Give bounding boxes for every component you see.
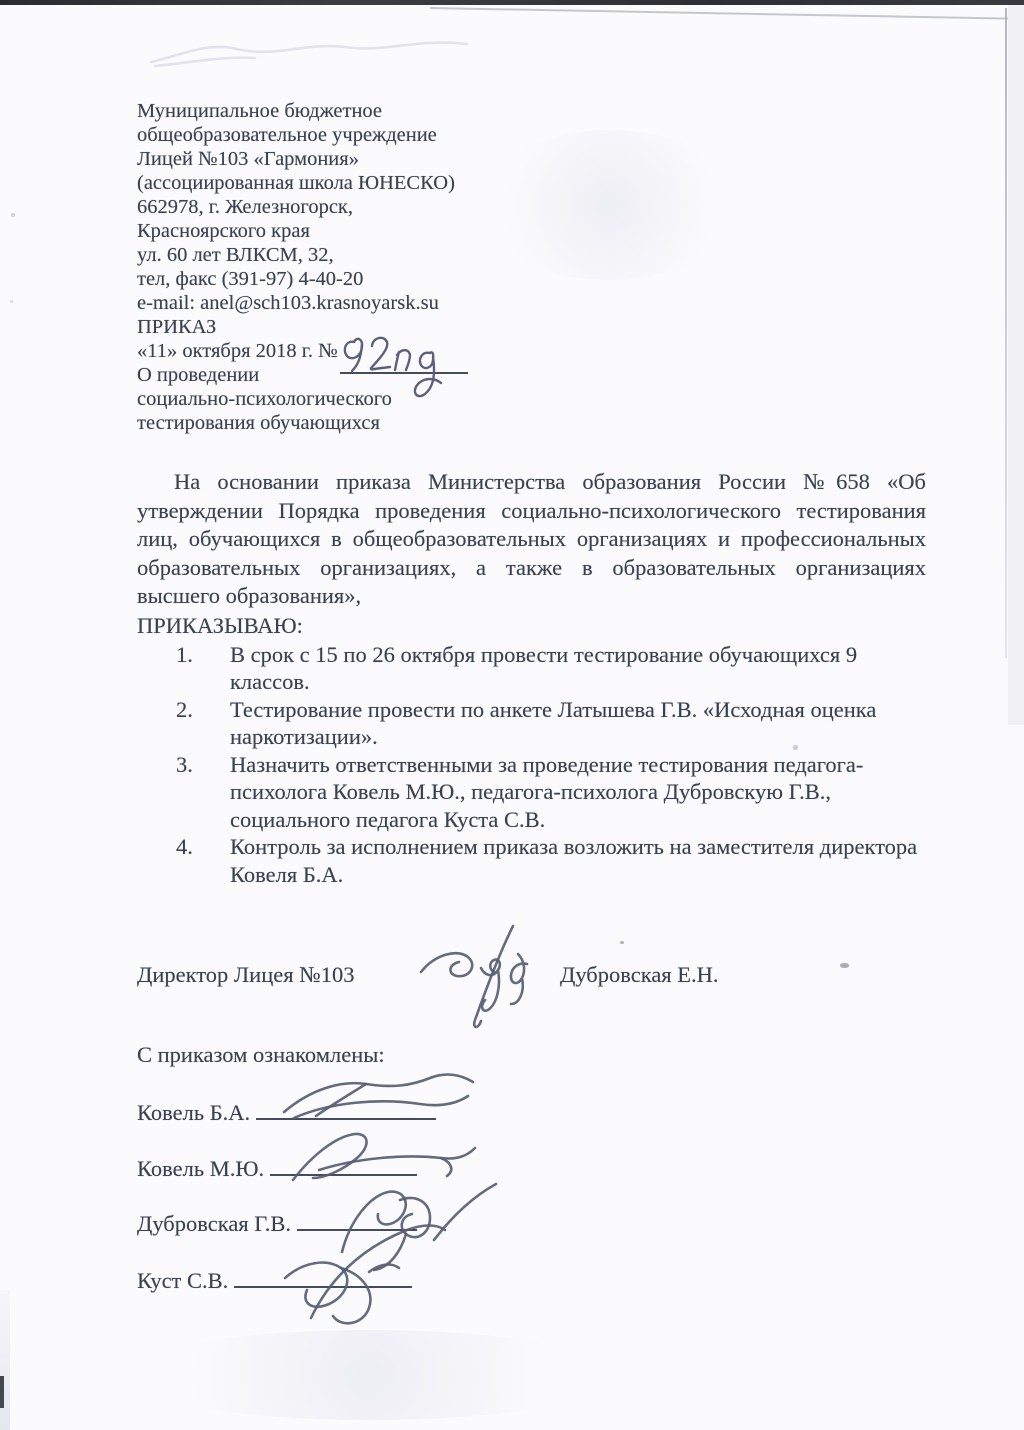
director-title: Директор Лицея №103 [137,962,355,987]
scan-bottomleft-edge [0,1376,4,1408]
letterhead-line: тел, факс (391-97) 4-40-20 [137,268,364,290]
signatory-name: Дубровская Г.В. [137,1211,292,1236]
order-item [137,833,926,888]
order-body [137,468,926,888]
item-number: 1. [176,641,193,667]
order-item [137,751,926,834]
acknowledged-label: С приказом ознакомлены: [137,1042,385,1067]
director-signature [415,920,565,1038]
order-item [137,696,926,751]
signatory-name: Ковель Б.А. [137,1100,251,1125]
signatory-name: Куст С.В. [137,1268,229,1293]
scan-top-edge [0,0,1024,5]
scan-speck [11,213,15,217]
handwritten-order-number [336,326,476,410]
subject-line: социально-психологического [137,388,392,410]
letterhead-email: e-mail: anel@sch103.krasnoyarsk.su [137,292,439,314]
item-text: Тестирование провести по анкете Латышева Г.В. «Исходная оценка наркотизации». [230,696,877,749]
scan-speck [10,300,13,303]
order-item [137,641,926,696]
signature-kovel-ba [280,1072,480,1132]
document-type-label: ПРИКАЗ [137,316,217,338]
item-number: 4. [176,834,193,859]
scan-right-edge-line [1005,8,1007,658]
letterhead-line: общеобразовательное учреждение [137,124,437,146]
directive-word: ПРИКАЗЫВАЮ: [137,612,303,638]
order-items-list [137,641,926,889]
scan-blotch [120,1330,620,1420]
scan-right-shade [1008,5,1024,725]
letterhead-line: (ассоциированная школа ЮНЕСКО) [137,172,455,194]
date-prefix: «11» октября 2018 г. № [137,340,338,362]
letterhead-line: Красноярского края [137,220,310,242]
signature-kust [275,1222,475,1332]
letterhead-line: Муниципальное бюджетное [137,100,383,122]
letterhead-line: Лицей №103 «Гармония» [137,148,359,170]
item-text: Контроль за исполнением приказа возложить на заместителя директора Ковеля Б.А. [230,834,918,887]
faint-pencil-scribble [145,22,490,72]
scan-speck [620,941,624,944]
scan-paper-edge-line [430,7,1024,20]
letterhead-line: ул. 60 лет ВЛКСМ, 32, [137,244,334,266]
director-name: Дубровская Е.Н. [560,962,719,987]
scan-speck [840,963,849,968]
scan-bottomleft-shade [0,1290,10,1430]
item-text: Назначить ответственными за проведение тестирования педагога-психолога Ковель М.Ю., педагога-психолога Дубровскую Г.В., социального педагога Куста С.В. [230,751,864,832]
item-number: 2. [176,696,193,722]
letterhead-line: 662978, г. Железногорск, [137,196,354,218]
signatory-name: Ковель М.Ю. [137,1156,265,1181]
item-number: 3. [176,751,193,777]
preamble-paragraph: На основании приказа Министерства образования России №658 «Об утверждении Порядка проведения социально-психологического тестирования лиц, обучающихся в общеобразовательных организациях и профессиональных образовательных организациях, а также в образовательных организациях высшего образования», [137,469,926,608]
subject-line: тестирования обучающихся [137,412,380,434]
item-text: В срок с 15 по 26 октября провести тестирование обучающихся 9 классов. [230,641,858,694]
scan-blotch [480,130,740,280]
subject-line: О проведении [137,364,260,386]
